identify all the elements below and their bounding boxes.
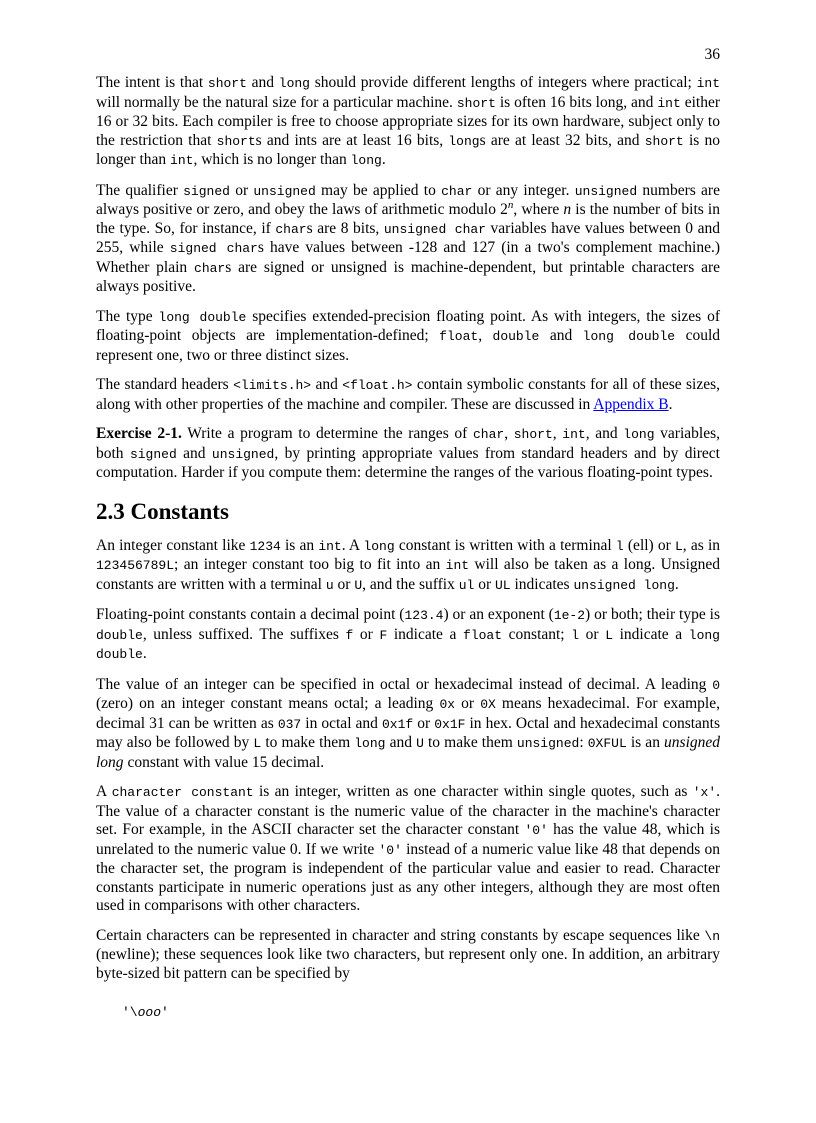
text-segment: specifies extended-precision floating point. As with integers, the sizes of floating-point objects are implementation-defined; [96,307,720,344]
inline-code: long [448,133,480,149]
text-segment: or [333,575,355,593]
inline-code: long [278,76,310,91]
inline-code: UL [495,577,511,593]
text-segment: , which is no longer than [193,151,351,168]
text-segment: , [552,425,563,442]
text-segment: variables, both [96,425,721,462]
text-segment: An integer constant like [96,536,250,554]
text-segment: either 16 or 32 bits. Each compiler is free to choose appropriate sizes for its own hardware, subject only to the restriction that [96,93,720,149]
text-segment: . [674,575,679,593]
inline-code: 0x [439,697,456,712]
text-segment: and [246,74,279,91]
inline-code: short [207,76,247,91]
inline-code: int [170,153,194,168]
text-segment: , and [585,425,624,442]
inline-code: unsigned [516,736,580,751]
inline-code: char [275,221,307,237]
inline-code: 037 [277,716,302,732]
inline-code: unsigned [253,183,316,199]
text-segment: The type [96,307,159,325]
inline-code: character constant [111,785,254,800]
text-segment: in octal and [301,714,382,732]
inline-code: <float.h> [342,378,413,393]
inline-code: long double [158,309,247,325]
text-segment: : [579,734,588,751]
inline-code: '0' [378,842,402,858]
text-segment: or [579,625,606,643]
inline-code: short [644,133,684,149]
text-segment: , where [513,201,564,218]
text-segment: Certain characters can be represented in character and string constants by escape sequences like [96,926,705,944]
inline-code: short [216,133,256,149]
inline-code: char [441,183,473,199]
inline-code: short [513,427,553,442]
inline-code: long double [96,627,720,662]
text-segment: (zero) on an integer constant means octal; a leading [96,695,440,712]
paragraph [96,927,720,984]
inline-code: double [492,329,540,344]
text-segment: to make them [261,734,355,751]
inline-code: int [657,95,681,111]
inline-code: long [350,153,382,168]
inline-code: ' [161,1005,169,1020]
inline-code: 123.4 [404,608,444,623]
text-segment: or [455,695,481,712]
text-segment: and [539,327,583,344]
inline-code: long double [582,329,676,344]
text-segment: or [474,575,495,593]
text-segment: (ell) or [623,536,675,554]
inline-code: l [571,627,580,643]
inline-code: L [605,627,613,643]
text-segment: will also be taken as a long. Unsigned constants are written with a terminal [96,556,720,593]
text-segment: constant with value 15 decimal. [123,753,325,771]
text-segment: . [381,151,386,168]
text-segment: or [229,181,254,199]
text-segment: constant; [502,625,572,643]
text-segment: . The value of a character constant is the numeric value of the character in the machine's character set. For example, in the ASCII character set the character constant [96,783,720,838]
inline-code: float [439,329,479,344]
text-segment: indicate a [613,625,689,643]
text-segment: is no longer than [96,131,720,168]
page-number: 36 [704,46,720,63]
inline-code: int [562,427,586,442]
text-segment: , [478,327,493,344]
inline-code: 1e-2 [553,608,586,623]
paragraph [96,537,720,596]
inline-code: 0x1f [381,716,414,732]
inline-code: long [354,736,386,751]
text-segment: s have values between -128 and 127 (in a two's complement machine.) Whether plain [96,239,720,276]
text-segment: ; an integer constant too big to fit into an [174,556,446,573]
inline-code: unsigned char [383,221,486,237]
text-segment: indicate a [387,625,464,643]
text-segment: numbers are always positive or zero, and obey the laws of arithmetic modulo 2 [96,181,720,218]
text-segment: and [311,376,343,393]
text-segment: . A [341,536,364,554]
inline-code: U [416,736,424,751]
inline-code: L [674,538,683,554]
text-segment: is the number of bits in the type. So, for instance, if [96,201,720,237]
text-segment: should provide different lengths of integers where practical; [309,74,697,91]
inline-code: double [96,627,143,643]
inline-code: '\ [122,1005,138,1020]
inline-code: u [325,577,334,593]
text-segment: Write a program to determine the ranges of [181,425,473,442]
text-segment: s are 8 bits, [306,219,384,237]
inline-code: long [623,427,655,442]
text-segment: ) or both; their type is [585,606,720,623]
text-segment: s are signed or unsigned is machine-dependent, but printable characters are always positive. [96,258,721,295]
text-segment: indicates [510,575,574,593]
inline-code: 0 [712,677,720,693]
text-segment: has the value 48, which is unrelated to the numeric value 0. If we write [96,821,720,858]
text-segment: or [353,625,380,643]
text-segment: contain symbolic constants for all of these sizes, along with other properties of the machine and compiler. These are discussed in [96,376,721,413]
paragraph [96,606,720,665]
text-segment: and [176,444,212,462]
text-segment: ) or an exponent ( [443,606,554,623]
inline-code: <limits.h> [233,378,312,393]
text-segment: is an [280,536,319,554]
paragraph [96,676,720,773]
text-segment: constant is written with a terminal [394,536,616,554]
text-segment: is an integer, written as one character within single quotes, such as [253,783,693,800]
text-segment: or [413,714,435,732]
text-segment: or any integer. [472,181,575,199]
text-segment: variables have values between 0 and 255, while [96,219,720,256]
text-segment: is often 16 bits long, and [495,93,658,111]
paragraph [96,308,720,366]
inline-code: signed char [169,241,258,256]
text-segment: s and ints are at least 16 bits, [255,131,449,149]
text-segment: . [142,645,147,662]
inline-code: signed [183,183,230,199]
inline-code: char [194,260,226,276]
code-block [122,1003,720,1023]
text-segment: The qualifier [96,181,184,199]
text-segment: means hexadecimal. For example, decimal 31 can be written as [96,695,720,732]
inline-code: float [463,627,503,643]
text-segment: could represent one, two or three distinct sizes. [96,327,720,364]
inline-code-italic: ooo [137,1005,162,1020]
italic-text: unsigned long [96,734,721,771]
bold-text: Exercise 2-1. [96,425,182,442]
text-segment: Floating-point constants contain a decimal point ( [96,606,405,623]
inline-code: l [615,538,624,554]
inline-code: int [445,558,470,573]
inline-code: 123456789L [96,558,175,573]
appendix-b-link[interactable]: Appendix B [593,395,669,413]
inline-code: 0XFUL [587,736,627,751]
text-segment: , as in [682,536,720,554]
document-content [96,74,720,1023]
italic-text: n [563,201,572,218]
inline-code: int [318,538,342,554]
inline-code: 'x' [692,785,717,800]
section-heading: 2.3 Constants [96,498,229,524]
text-segment: to make them [423,734,517,751]
inline-code: int [696,76,720,91]
inline-code: L [253,736,262,751]
inline-code: unsigned long [573,577,675,593]
text-segment: may be applied to [315,181,442,199]
text-segment: (newline); these sequences look like two characters, but represent only one. In addition, an arbitrary byte-sized bit pattern can be specified by [96,946,720,982]
inline-code: long [363,538,395,554]
paragraph [96,182,720,297]
superscript-exponent: n [507,198,514,211]
inline-code: f [345,627,354,643]
text-segment: The value of an integer can be specified in octal or hexadecimal instead of decimal. A leading [96,675,713,693]
text-segment: will normally be the natural size for a particular machine. [96,93,457,111]
text-segment: in hex. Octal and hexadecimal constants may also be followed by [96,714,720,751]
inline-code: \n [704,928,720,944]
inline-code: unsigned [211,446,275,462]
inline-code: unsigned [574,183,638,199]
paragraph [96,783,720,916]
text-segment: is an [626,734,665,751]
text-segment: The standard headers [96,376,234,393]
text-segment: , by printing appropriate values from standard headers and by direct computation. Harder if you compute them: determine the ranges of the various floating-point types. [96,444,720,481]
inline-code: 1234 [249,538,281,554]
paragraph [96,376,720,414]
text-segment: A [96,783,112,800]
inline-code: U [354,577,363,593]
text-segment: s are at least 32 bits, and [479,131,645,149]
text-segment: , and the suffix [362,575,459,593]
paragraph [96,74,720,171]
inline-code: char [472,427,505,442]
text-segment: . [668,395,673,413]
inline-code: ul [458,577,475,593]
text-segment: and [385,734,417,751]
inline-code: signed [129,446,177,462]
inline-code: short [456,95,496,111]
inline-code: F [379,627,388,643]
text-segment: , unless suffixed. The suffixes [142,625,346,643]
inline-code: 0X [480,697,496,712]
text-segment: instead of a numeric value like 48 that depends on the character set, the program is independent of the particular value and easier to read. Character constants participate in numeric operations just as any other integers, although they are most often used in comparisons with other characters. [96,840,720,914]
text-segment: , [504,425,514,442]
inline-code: 0x1F [434,716,466,732]
text-segment: The intent is that [96,74,208,91]
paragraph [96,425,720,483]
inline-code: '0' [524,823,548,838]
